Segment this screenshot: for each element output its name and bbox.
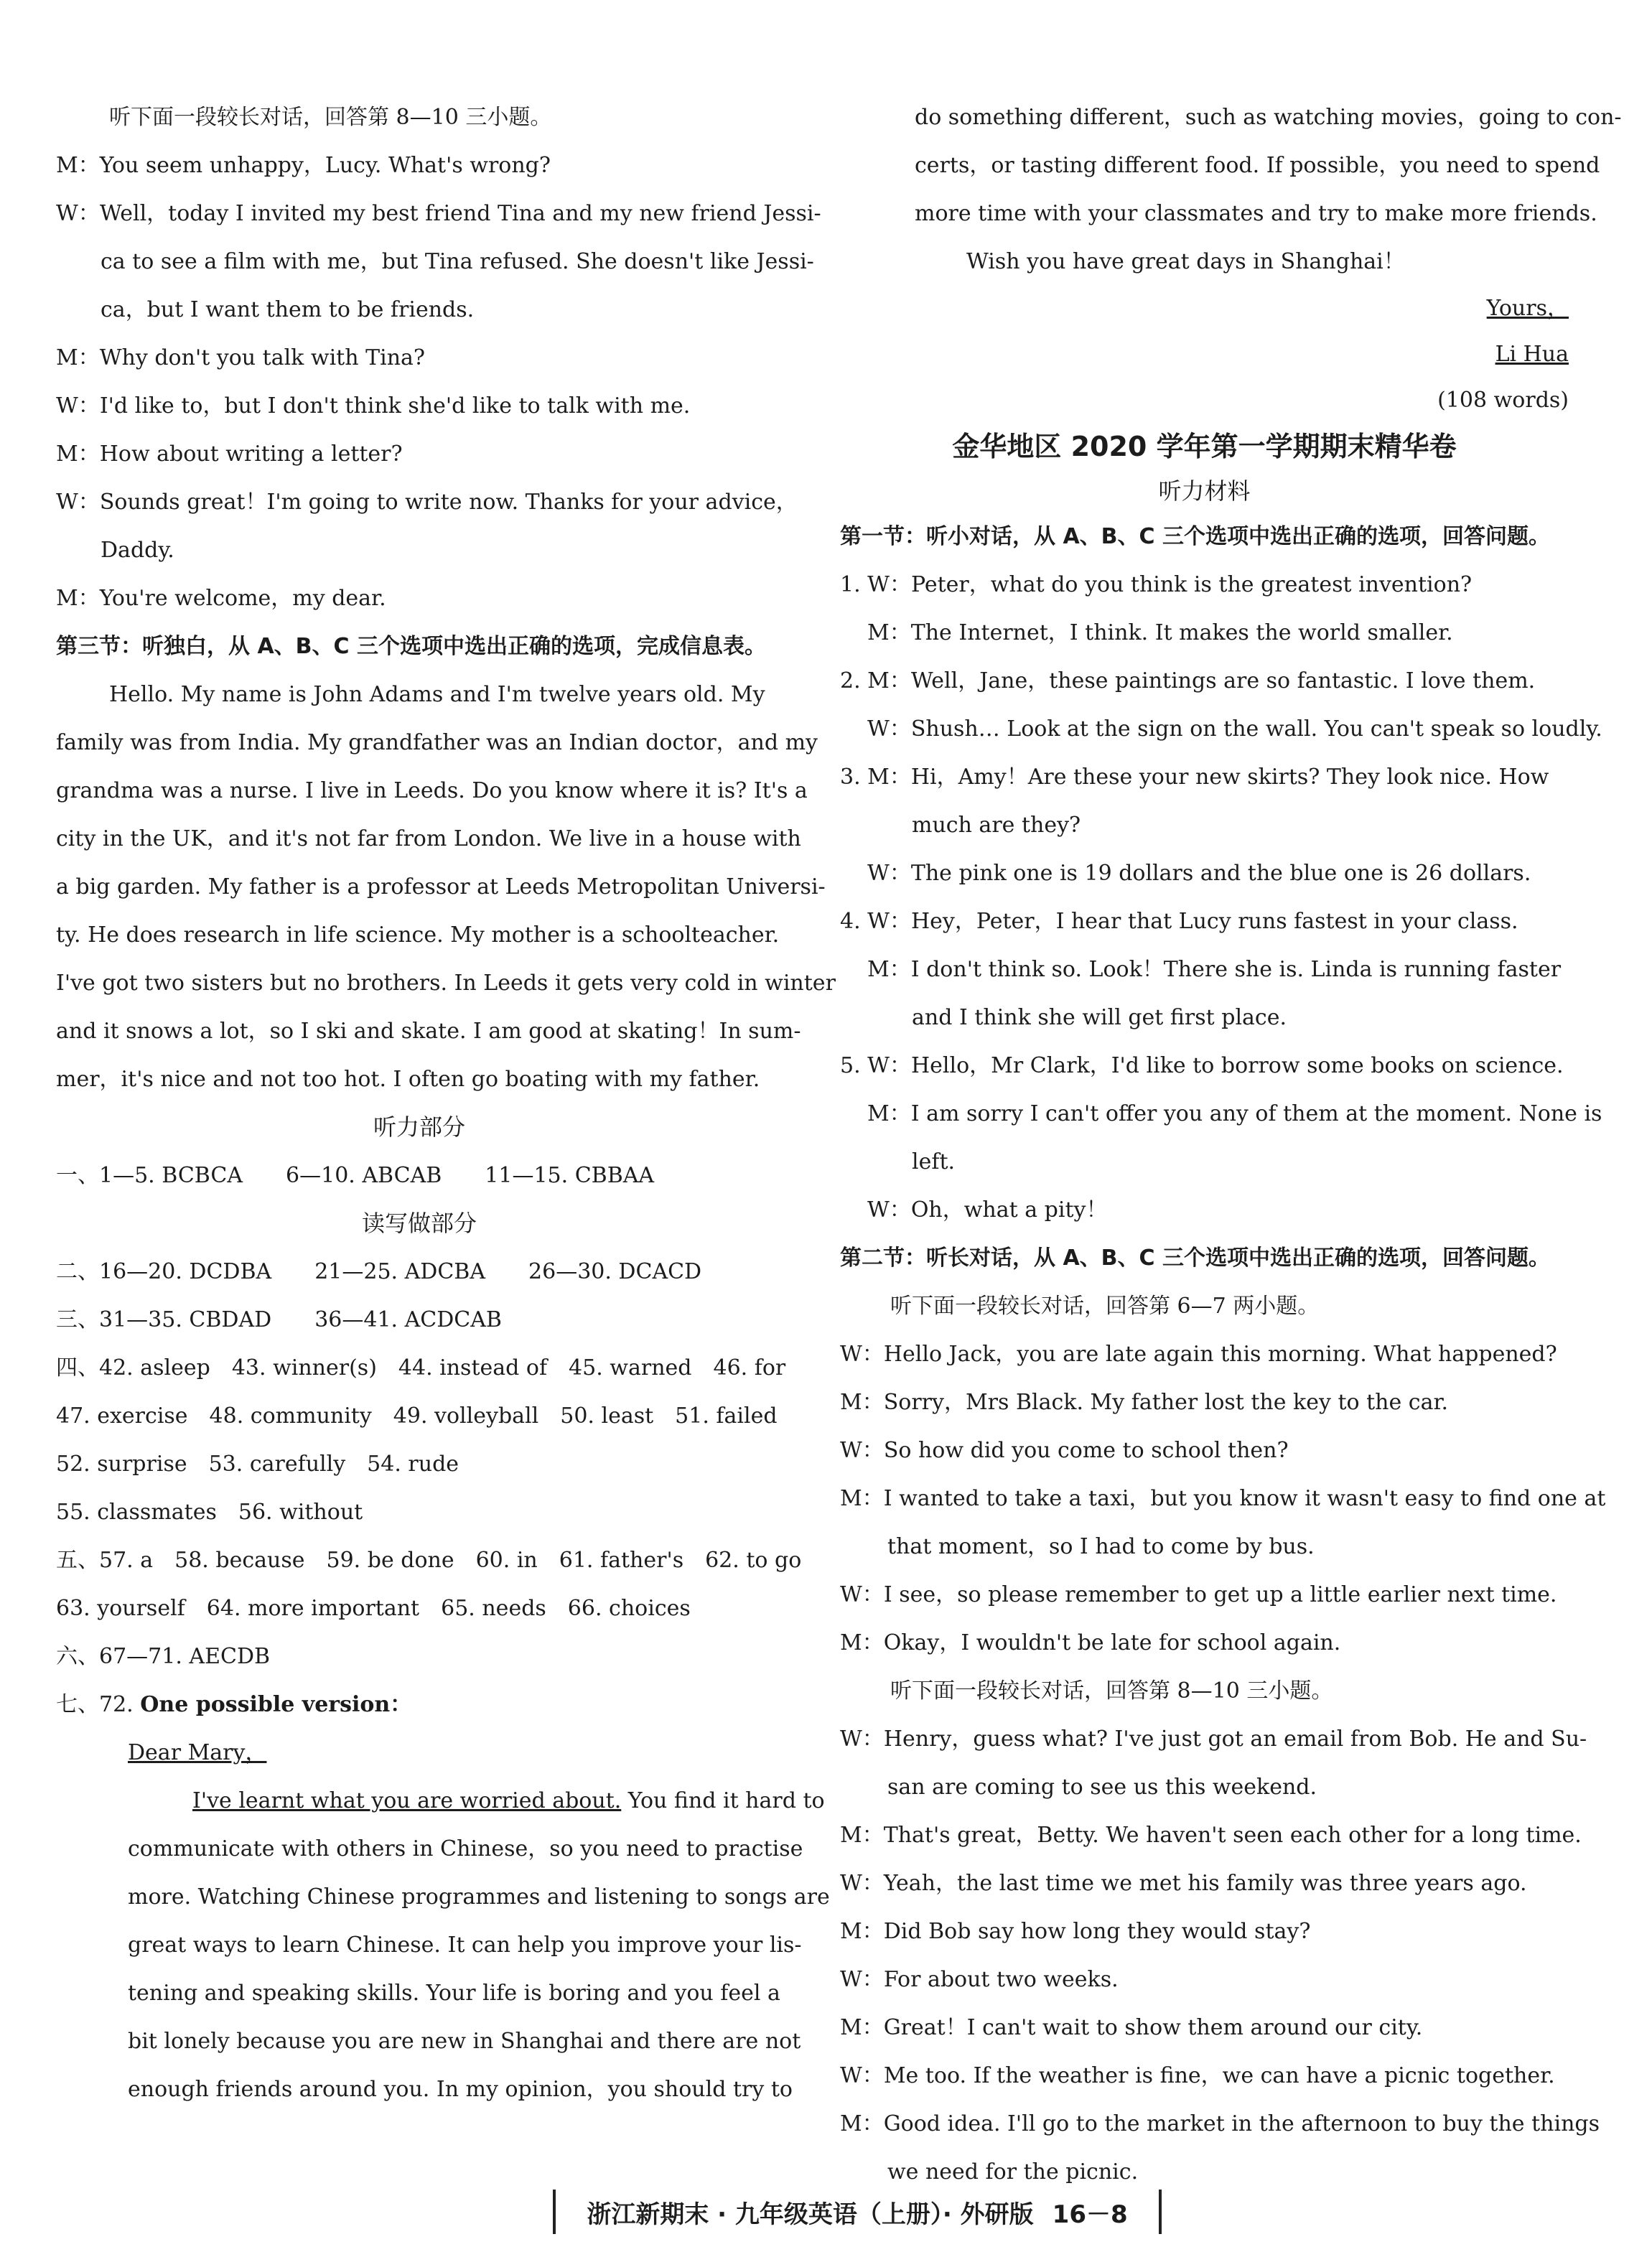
- answer-group: 一、1—5. BCBCA: [56, 1163, 243, 1188]
- answer-group: 6—10. ABCAB: [286, 1163, 442, 1188]
- answer-group: 三、31—35. CBDAD: [56, 1307, 272, 1332]
- monologue-line: a big garden. My father is a professor at Leeds Metropolitan Universi-: [56, 874, 826, 900]
- dialogue-line: M：Great！I can't wait to show them around our city.: [840, 2015, 1423, 2040]
- dialogue-line: M：That's great，Betty. We haven't seen each other for a long time.: [840, 1823, 1582, 1848]
- dialogue-line: W：Yeah，the last time we met his family was three years ago.: [840, 1871, 1527, 1896]
- answer-group: 21—25. ADCBA: [314, 1259, 486, 1284]
- monologue-line: and it snows a lot，so I ski and skate. I am good at skating！In sum-: [56, 1019, 801, 1044]
- dialogue-line: M：Sorry，Mrs Black. My father lost the key to the car.: [840, 1390, 1449, 1415]
- dialogue-line: W：Shush… Look at the sign on the wall. You can't speak so loudly.: [867, 716, 1602, 742]
- question-number: 七、72.: [56, 1692, 141, 1717]
- dialogue-line: W：I'd like to，but I don't think she'd like to talk with me.: [56, 393, 691, 419]
- underlined-sentence: I've learnt what you are worried about.: [192, 1788, 622, 1813]
- page-number: 16－8: [1052, 2200, 1128, 2229]
- letter-line: communicate with others in Chinese，so you need to practise: [128, 1836, 803, 1861]
- answer-line: 52. surprise 53. carefully 54. rude: [56, 1452, 459, 1477]
- left-column: [56, 93, 836, 2113]
- answer-line: [56, 1151, 783, 1200]
- dialogue-line: left.: [912, 1149, 956, 1174]
- dialogue-line: Daddy.: [101, 538, 174, 563]
- dialogue-line: that moment，so I had to come by bus.: [887, 1534, 1315, 1559]
- monologue-line: city in the UK，and it's not far from London. We live in a house with: [56, 826, 801, 851]
- answer-line: 四、42. asleep 43. winner(s) 44. instead of 45. warned 46. for: [56, 1355, 786, 1380]
- dialogue-line: 4. W：Hey，Peter，I hear that Lucy runs fastest in your class.: [840, 909, 1518, 934]
- dialogue-line: we need for the picnic.: [887, 2159, 1139, 2185]
- answer-group: 11—15. CBBAA: [485, 1163, 655, 1188]
- section-heading: 第三节：听独白，从 A、B、C 三个选项中选出正确的选项，完成信息表。: [56, 634, 766, 659]
- letter-line: I've learnt what you are worried about. You find it hard to: [192, 1788, 825, 1813]
- book-title: 浙江新期末 · 九年级英语（上册）· 外研版: [587, 2200, 1034, 2229]
- dialogue-line: M：You seem unhappy，Lucy. What's wrong?: [56, 153, 551, 178]
- dialogue-line: much are they?: [912, 813, 1081, 838]
- answer-group: 36—41. ACDCAB: [314, 1307, 502, 1332]
- paper-subtitle: 听力材料: [1158, 477, 1251, 505]
- essay-version-label: One possible version：: [140, 1692, 412, 1717]
- monologue-line: grandma was a nurse. I live in Leeds. Do you know where it is? It's a: [56, 778, 808, 803]
- section-heading: 第二节：听长对话，从 A、B、C 三个选项中选出正确的选项，回答问题。: [840, 1246, 1550, 1271]
- dialogue-line: W：Well，today I invited my best friend Tina and my new friend Jessi-: [56, 201, 821, 226]
- dialogue-line: M：I don't think so. Look！There she is. Linda is running faster: [867, 957, 1562, 982]
- monologue-line: I've got two sisters but no brothers. In Leeds it gets very cold in winter: [56, 971, 836, 996]
- section-heading: 第一节：听小对话，从 A、B、C 三个选项中选出正确的选项，回答问题。: [840, 524, 1550, 549]
- answer-section-title: 读写做部分: [361, 1210, 477, 1237]
- letter-line: more time with your classmates and try to make more friends.: [915, 201, 1597, 226]
- answer-section-title: 听力部分: [373, 1113, 465, 1141]
- dialogue-line: and I think she will get first place.: [912, 1005, 1287, 1030]
- monologue-line: Hello. My name is John Adams and I'm twelve years old. My: [109, 682, 765, 707]
- letter-line: great ways to learn Chinese. It can help you improve your lis-: [128, 1933, 802, 1958]
- letter-line: bit lonely because you are new in Shanghai and there are not: [128, 2029, 801, 2054]
- dialogue-line: san are coming to see us this weekend.: [887, 1775, 1317, 1800]
- dialogue-line: W：Henry，guess what? I've just got an email from Bob. He and Su-: [840, 1727, 1587, 1752]
- answer-line: 55. classmates 56. without: [56, 1500, 363, 1525]
- dialogue-line: M：I wanted to take a taxi，but you know it wasn't easy to find one at: [840, 1486, 1606, 1511]
- letter-line: enough friends around you. In my opinion，you should try to: [128, 2077, 793, 2102]
- dialogue-line: 5. W：Hello，Mr Clark，I'd like to borrow some books on science.: [840, 1053, 1564, 1078]
- dialogue-line: W：The pink one is 19 dollars and the blue one is 26 dollars.: [867, 861, 1531, 886]
- monologue-line: mer，it's nice and not too hot. I often go boating with my father.: [56, 1067, 760, 1092]
- instruction-line: 听下面一段较长对话，回答第 8—10 三小题。: [109, 105, 552, 130]
- dialogue-line: W：I see，so please remember to get up a little earlier next time.: [840, 1582, 1557, 1607]
- dialogue-line: W：So how did you come to school then?: [840, 1438, 1289, 1463]
- dialogue-line: W：Me too. If the weather is fine，we can have a picnic together.: [840, 2063, 1555, 2088]
- dialogue-line: M：Okay，I wouldn't be late for school again.: [840, 1630, 1341, 1655]
- letter-closing: Yours，: [1486, 296, 1569, 321]
- dialogue-line: ca，but I want them to be friends.: [101, 297, 475, 322]
- dialogue-line: 3. M：Hi，Amy！Are these your new skirts? They look nice. How: [840, 765, 1549, 790]
- word-count: (108 words): [1437, 388, 1569, 413]
- answer-line: 五、57. a 58. because 59. be done 60. in 61. father's 62. to go: [56, 1548, 802, 1573]
- page-footer: [553, 2190, 1162, 2234]
- dialogue-line: W：Hello Jack，you are late again this morning. What happened?: [840, 1342, 1557, 1367]
- right-column: [840, 93, 1622, 2196]
- letter-line: more. Watching Chinese programmes and listening to songs are: [128, 1884, 830, 1910]
- dialogue-line: W：Sounds great！I'm going to write now. Thanks for your advice，: [56, 490, 798, 515]
- instruction-line: 听下面一段较长对话，回答第 6—7 两小题。: [890, 1294, 1320, 1319]
- dialogue-line: W：For about two weeks.: [840, 1967, 1119, 1992]
- letter-line: certs，or tasting different food. If possible，you need to spend: [915, 153, 1600, 178]
- paper-title: 金华地区 2020 学年第一学期期末精华卷: [952, 431, 1457, 462]
- dialogue-line: 2. M：Well，Jane，these paintings are so fantastic. I love them.: [840, 668, 1536, 693]
- dialogue-line: M：Good idea. I'll go to the market in the afternoon to buy the things: [840, 2111, 1600, 2136]
- letter-signature: Li Hua: [1495, 342, 1569, 367]
- answer-line: [56, 1681, 783, 1729]
- letter-line: tening and speaking skills. Your life is boring and you feel a: [128, 1981, 780, 2006]
- answer-line: [56, 1296, 783, 1344]
- monologue-line: ty. He does research in life science. My mother is a schoolteacher.: [56, 922, 780, 948]
- answer-line: 六、67—71. AECDB: [56, 1644, 271, 1669]
- dialogue-line: M：You're welcome，my dear.: [56, 586, 386, 611]
- dialogue-line: M：Did Bob say how long they would stay?: [840, 1919, 1311, 1944]
- letter-line: do something different，such as watching movies，going to con-: [915, 105, 1622, 130]
- dialogue-line: M：Why don't you talk with Tina?: [56, 345, 425, 370]
- instruction-line: 听下面一段较长对话，回答第 8—10 三小题。: [890, 1678, 1333, 1704]
- monologue-line: family was from India. My grandfather was an Indian doctor，and my: [56, 730, 818, 755]
- dialogue-line: W：Oh，what a pity！: [867, 1197, 1108, 1223]
- answer-line: [56, 1248, 783, 1296]
- dialogue-line: ca to see a film with me，but Tina refused. She doesn't like Jessi-: [101, 249, 814, 274]
- answer-group: 26—30. DCACD: [528, 1259, 702, 1284]
- answer-line: 63. yourself 64. more important 65. needs 66. choices: [56, 1596, 691, 1621]
- letter-greeting: Dear Mary，: [128, 1740, 267, 1765]
- letter-line: Wish you have great days in Shanghai！: [966, 249, 1405, 274]
- dialogue-line: 1. W：Peter，what do you think is the greatest invention?: [840, 572, 1473, 597]
- dialogue-line: M：How about writing a letter?: [56, 441, 403, 467]
- dialogue-line: M：I am sorry I can't offer you any of them at the moment. None is: [867, 1101, 1602, 1126]
- answer-group: 二、16—20. DCDBA: [56, 1259, 272, 1284]
- answer-line: 47. exercise 48. community 49. volleyball 50. least 51. failed: [56, 1403, 778, 1429]
- dialogue-line: M：The Internet，I think. It makes the world smaller.: [867, 620, 1453, 645]
